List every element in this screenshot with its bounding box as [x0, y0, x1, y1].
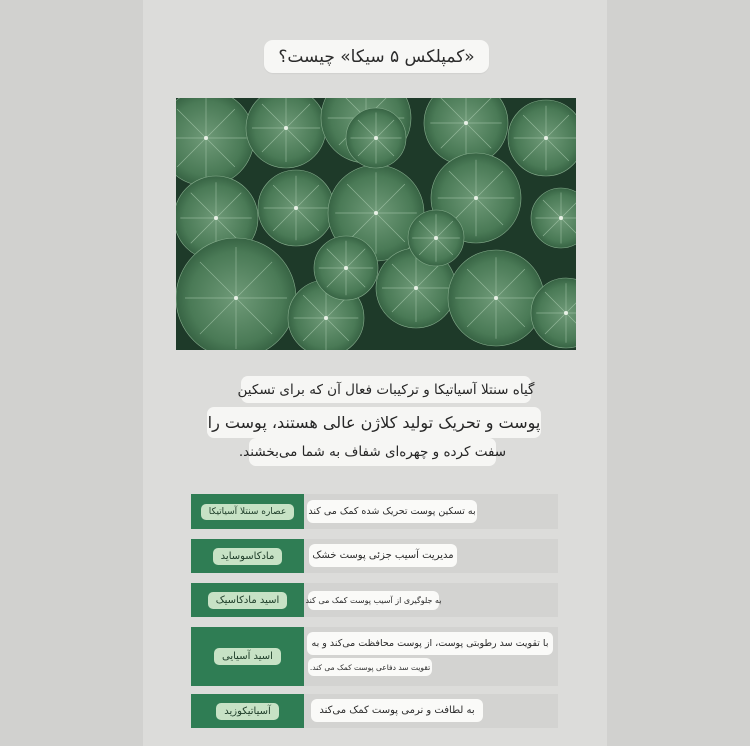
leaf-center: [344, 266, 348, 270]
leaf-center: [294, 206, 298, 210]
ingredient-name: اسید آسیایی: [214, 648, 281, 665]
leaves-illustration: [176, 98, 576, 350]
ingredient-row: [191, 583, 558, 617]
ingredient-desc: با تقویت سد رطوبتی پوست، از پوست محافظت می‌کند و به: [307, 632, 553, 655]
ingredient-name-cell: [191, 694, 304, 728]
leaf-center: [544, 136, 548, 140]
ingredient-name: عصاره سنتلا آسیاتیکا: [201, 504, 294, 520]
leaf-center: [374, 136, 378, 140]
leaf-center: [374, 211, 378, 215]
ingredient-row: [191, 539, 558, 573]
ingredient-name: آسیاتیکوزید: [216, 703, 279, 720]
leaf-center: [434, 236, 438, 240]
ingredient-name-cell: [191, 494, 304, 529]
ingredient-row: [191, 627, 558, 686]
page-title: «کمپلکس ۵ سیکا» چیست؟: [264, 40, 489, 73]
ingredient-row: [191, 694, 558, 728]
right-backdrop: [607, 0, 750, 746]
leaf-center: [214, 216, 218, 220]
ingredient-desc: به لطافت و نرمی پوست کمک می‌کند: [311, 699, 483, 722]
left-backdrop: [0, 0, 143, 746]
ingredient-desc: به جلوگیری از آسیب پوست کمک می کند: [308, 591, 439, 610]
leaf-center: [414, 286, 418, 290]
leaf-center: [474, 196, 478, 200]
intro-line-1: گیاه سنتلا آسیاتیکا و ترکیبات فعال آن که برای تسکین: [241, 376, 531, 403]
leaf-center: [284, 126, 288, 130]
intro-line-3: سفت کرده و چهره‌ای شفاف به شما می‌بخشند.: [249, 438, 496, 466]
ingredient-name-cell: [191, 627, 304, 686]
ingredient-desc: به تسکین پوست تحریک شده کمک می کند: [307, 500, 477, 523]
leaf-center: [494, 296, 498, 300]
ingredient-name-cell: [191, 539, 304, 573]
leaf-center: [204, 136, 208, 140]
intro-line-2: پوست و تحریک تولید کلاژن عالی هستند، پوست را: [207, 407, 541, 438]
ingredient-name: اسید مادکاسیک: [208, 592, 288, 609]
leaf-center: [324, 316, 328, 320]
ingredient-desc-cont: تقویت سد دفاعی پوست کمک می کند.: [308, 658, 432, 676]
ingredient-name: مادکاسوساید: [213, 548, 283, 565]
leaf-center: [464, 121, 468, 125]
ingredient-desc: مدیریت آسیب جزئی پوست خشک: [309, 544, 457, 567]
ingredient-name-cell: [191, 583, 304, 617]
leaf-center: [559, 216, 563, 220]
ingredient-row: [191, 494, 558, 529]
leaf-center: [564, 311, 568, 315]
leaf-center: [234, 296, 238, 300]
hero-image: [176, 98, 576, 350]
